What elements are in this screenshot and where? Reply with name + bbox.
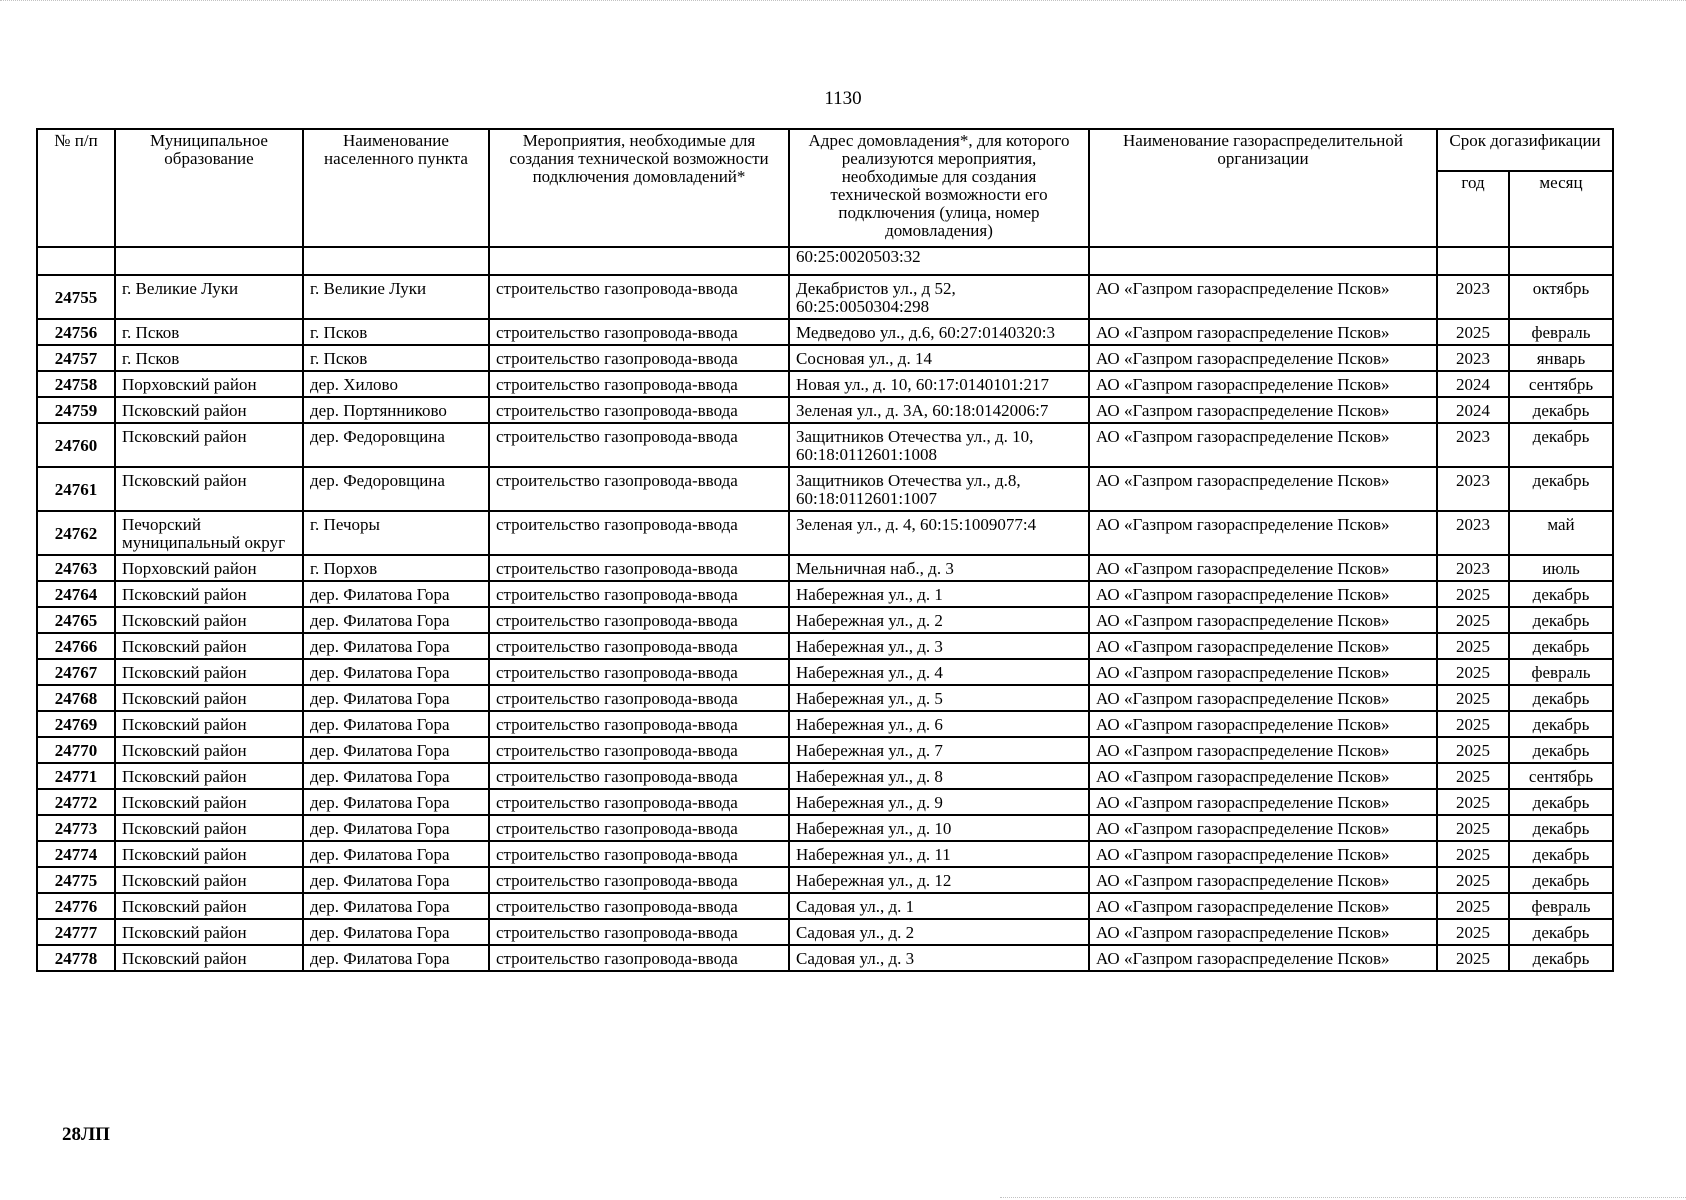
cell-org: АО «Газпром газораспределение Псков» [1089,659,1437,685]
cell-year: 2024 [1437,371,1509,397]
cell-year: 2023 [1437,423,1509,467]
cell-measures: строительство газопровода-ввода [489,397,789,423]
cell-locality: дер. Филатова Гора [303,841,489,867]
cell-locality: дер. Филатова Гора [303,685,489,711]
cell-year: 2025 [1437,737,1509,763]
cell-measures: строительство газопровода-ввода [489,659,789,685]
cell-municipality: Псковский район [115,841,303,867]
cell-address: Защитников Отечества ул., д.8, 60:18:0112601:1007 [789,467,1089,511]
cell-locality: г. Великие Луки [303,275,489,319]
cell-municipality: Псковский район [115,659,303,685]
cell-municipality: Псковский район [115,581,303,607]
cell-month: февраль [1509,893,1613,919]
cell-org: АО «Газпром газораспределение Псков» [1089,763,1437,789]
cell-municipality: Псковский район [115,737,303,763]
cell-address: Садовая ул., д. 3 [789,945,1089,971]
cell-municipality: Порховский район [115,555,303,581]
cell-num: 24759 [37,397,115,423]
cell-org: АО «Газпром газораспределение Псков» [1089,319,1437,345]
cell-num: 24776 [37,893,115,919]
cell-num: 24761 [37,467,115,511]
cell-municipality: Псковский район [115,633,303,659]
cell-year: 2025 [1437,685,1509,711]
cell-year: 2025 [1437,919,1509,945]
cell-month [1509,247,1613,275]
cell-measures: строительство газопровода-ввода [489,423,789,467]
cell-num: 24771 [37,763,115,789]
table-row [37,275,1613,319]
cell-year: 2025 [1437,319,1509,345]
cell-num: 24758 [37,371,115,397]
header-month: месяц [1509,171,1613,247]
table-body [37,247,1613,971]
cell-year: 2025 [1437,789,1509,815]
cell-year: 2023 [1437,511,1509,555]
cell-address: Зеленая ул., д. 3А, 60:18:0142006:7 [789,397,1089,423]
table-row [37,581,1613,607]
cell-org: АО «Газпром газораспределение Псков» [1089,607,1437,633]
cell-measures: строительство газопровода-ввода [489,893,789,919]
table-row [37,511,1613,555]
cell-locality: дер. Филатова Гора [303,919,489,945]
cell-locality: г. Порхов [303,555,489,581]
cell-num: 24773 [37,815,115,841]
cell-municipality: г. Псков [115,319,303,345]
cell-address: Набережная ул., д. 2 [789,607,1089,633]
cell-measures: строительство газопровода-ввода [489,319,789,345]
cell-month: декабрь [1509,867,1613,893]
cell-locality: дер. Филатова Гора [303,737,489,763]
cell-num: 24763 [37,555,115,581]
cell-address: Набережная ул., д. 10 [789,815,1089,841]
header-year: год [1437,171,1509,247]
cell-num: 24774 [37,841,115,867]
cell-measures: строительство газопровода-ввода [489,275,789,319]
cell-locality: дер. Федоровщина [303,467,489,511]
cell-org: АО «Газпром газораспределение Псков» [1089,275,1437,319]
cell-measures [489,247,789,275]
cell-month: декабрь [1509,581,1613,607]
cell-month: декабрь [1509,919,1613,945]
table-row [37,345,1613,371]
cell-municipality: Псковский район [115,815,303,841]
cell-locality: дер. Филатова Гора [303,659,489,685]
cell-address: Садовая ул., д. 2 [789,919,1089,945]
table-row [37,319,1613,345]
cell-municipality: Псковский район [115,423,303,467]
cell-address: Набережная ул., д. 3 [789,633,1089,659]
cell-org: АО «Газпром газораспределение Псков» [1089,633,1437,659]
cell-org: АО «Газпром газораспределение Псков» [1089,893,1437,919]
header-locality: Наименование населенного пункта [303,129,489,247]
cell-locality: дер. Филатова Гора [303,633,489,659]
cell-num: 24769 [37,711,115,737]
table-row [37,423,1613,467]
cell-num: 24770 [37,737,115,763]
footer-code: 28ЛП [62,1124,110,1145]
cell-municipality: Порховский район [115,371,303,397]
cell-address: Набережная ул., д. 8 [789,763,1089,789]
cell-month: декабрь [1509,737,1613,763]
cell-month: июль [1509,555,1613,581]
cell-year: 2023 [1437,345,1509,371]
cell-municipality: Псковский район [115,763,303,789]
cell-municipality: Псковский район [115,711,303,737]
cell-measures: строительство газопровода-ввода [489,945,789,971]
cell-locality: г. Печоры [303,511,489,555]
cell-month: декабрь [1509,633,1613,659]
cell-org: АО «Газпром газораспределение Псков» [1089,511,1437,555]
cell-address: Декабристов ул., д 52, 60:25:0050304:298 [789,275,1089,319]
cell-address: Мельничная наб., д. 3 [789,555,1089,581]
table-row [37,841,1613,867]
cell-month: декабрь [1509,945,1613,971]
cell-address: Медведово ул., д.6, 60:27:0140320:3 [789,319,1089,345]
cell-year: 2023 [1437,555,1509,581]
cell-municipality: Псковский район [115,685,303,711]
cell-org: АО «Газпром газораспределение Псков» [1089,685,1437,711]
cell-municipality: Псковский район [115,945,303,971]
cell-address: Набережная ул., д. 5 [789,685,1089,711]
cell-measures: строительство газопровода-ввода [489,737,789,763]
cell-address: Набережная ул., д. 12 [789,867,1089,893]
cell-month: декабрь [1509,423,1613,467]
table-row [37,867,1613,893]
cell-org: АО «Газпром газораспределение Псков» [1089,555,1437,581]
cell-measures: строительство газопровода-ввода [489,581,789,607]
cell-num: 24762 [37,511,115,555]
cell-measures: строительство газопровода-ввода [489,345,789,371]
cell-municipality [115,247,303,275]
cell-measures: строительство газопровода-ввода [489,815,789,841]
cell-municipality: Псковский район [115,607,303,633]
cell-org: АО «Газпром газораспределение Псков» [1089,945,1437,971]
cell-municipality: Псковский район [115,893,303,919]
cell-num: 24755 [37,275,115,319]
cell-year: 2025 [1437,711,1509,737]
cell-address: 60:25:0020503:32 [789,247,1089,275]
cell-locality: дер. Филатова Гора [303,945,489,971]
cell-org: АО «Газпром газораспределение Псков» [1089,867,1437,893]
cell-locality: дер. Филатова Гора [303,893,489,919]
table-row [37,711,1613,737]
cell-locality: дер. Хилово [303,371,489,397]
continuation-row [37,247,1613,275]
cell-year: 2025 [1437,763,1509,789]
cell-org: АО «Газпром газораспределение Псков» [1089,423,1437,467]
cell-month: декабрь [1509,711,1613,737]
cell-locality: дер. Филатова Гора [303,711,489,737]
cell-locality [303,247,489,275]
cell-month: декабрь [1509,607,1613,633]
cell-municipality: Псковский район [115,467,303,511]
cell-municipality: г. Великие Луки [115,275,303,319]
cell-num: 24764 [37,581,115,607]
cell-year: 2025 [1437,581,1509,607]
cell-locality: дер. Филатова Гора [303,607,489,633]
cell-municipality: г. Псков [115,345,303,371]
cell-address: Набережная ул., д. 11 [789,841,1089,867]
gasification-table [36,128,1614,972]
cell-locality: г. Псков [303,345,489,371]
header-term: Срок догазификации [1437,129,1613,171]
cell-num: 24765 [37,607,115,633]
cell-measures: строительство газопровода-ввода [489,711,789,737]
cell-org: АО «Газпром газораспределение Псков» [1089,737,1437,763]
cell-year: 2023 [1437,467,1509,511]
cell-month: октябрь [1509,275,1613,319]
cell-municipality: Печорский муниципальный округ [115,511,303,555]
cell-month: декабрь [1509,789,1613,815]
cell-month: январь [1509,345,1613,371]
cell-org: АО «Газпром газораспределение Псков» [1089,841,1437,867]
cell-month: декабрь [1509,467,1613,511]
cell-year: 2025 [1437,633,1509,659]
cell-org: АО «Газпром газораспределение Псков» [1089,919,1437,945]
cell-org: АО «Газпром газораспределение Псков» [1089,815,1437,841]
table-row [37,397,1613,423]
cell-org: АО «Газпром газораспределение Псков» [1089,371,1437,397]
cell-year: 2024 [1437,397,1509,423]
cell-month: сентябрь [1509,371,1613,397]
cell-org: АО «Газпром газораспределение Псков» [1089,397,1437,423]
cell-num: 24768 [37,685,115,711]
cell-num [37,247,115,275]
header-row [37,129,1613,171]
cell-month: май [1509,511,1613,555]
cell-municipality: Псковский район [115,919,303,945]
cell-measures: строительство газопровода-ввода [489,789,789,815]
cell-locality: дер. Филатова Гора [303,867,489,893]
cell-month: февраль [1509,319,1613,345]
table-row [37,737,1613,763]
cell-address: Набережная ул., д. 6 [789,711,1089,737]
table-row [37,919,1613,945]
cell-address: Защитников Отечества ул., д. 10, 60:18:0112601:1008 [789,423,1089,467]
cell-num: 24756 [37,319,115,345]
cell-locality: дер. Филатова Гора [303,581,489,607]
cell-org: АО «Газпром газораспределение Псков» [1089,581,1437,607]
table-row [37,371,1613,397]
table-row [37,467,1613,511]
cell-num: 24767 [37,659,115,685]
cell-num: 24757 [37,345,115,371]
cell-municipality: Псковский район [115,867,303,893]
cell-address: Набережная ул., д. 1 [789,581,1089,607]
cell-year: 2025 [1437,867,1509,893]
cell-month: сентябрь [1509,763,1613,789]
cell-measures: строительство газопровода-ввода [489,511,789,555]
cell-address: Зеленая ул., д. 4, 60:15:1009077:4 [789,511,1089,555]
cell-org: АО «Газпром газораспределение Псков» [1089,711,1437,737]
cell-locality: дер. Филатова Гора [303,815,489,841]
cell-month: декабрь [1509,815,1613,841]
scan-edge-top [0,0,1686,7]
cell-year: 2025 [1437,945,1509,971]
cell-org [1089,247,1437,275]
cell-measures: строительство газопровода-ввода [489,633,789,659]
cell-org: АО «Газпром газораспределение Псков» [1089,789,1437,815]
cell-address: Сосновая ул., д. 14 [789,345,1089,371]
cell-month: декабрь [1509,685,1613,711]
cell-month: декабрь [1509,397,1613,423]
header-num: № п/п [37,129,115,247]
cell-org: АО «Газпром газораспределение Псков» [1089,345,1437,371]
cell-measures: строительство газопровода-ввода [489,371,789,397]
table-row [37,633,1613,659]
table-row [37,659,1613,685]
header-org: Наименование газораспределительной организации [1089,129,1437,247]
table-row [37,789,1613,815]
header-municipality: Муниципальное образование [115,129,303,247]
cell-locality: дер. Портянниково [303,397,489,423]
cell-measures: строительство газопровода-ввода [489,467,789,511]
cell-num: 24778 [37,945,115,971]
cell-address: Новая ул., д. 10, 60:17:0140101:217 [789,371,1089,397]
cell-num: 24766 [37,633,115,659]
cell-locality: дер. Филатова Гора [303,789,489,815]
cell-address: Набережная ул., д. 9 [789,789,1089,815]
cell-month: февраль [1509,659,1613,685]
page-number: 1130 [824,88,862,109]
cell-measures: строительство газопровода-ввода [489,607,789,633]
table-row [37,555,1613,581]
cell-num: 24760 [37,423,115,467]
table-row [37,893,1613,919]
cell-year: 2025 [1437,893,1509,919]
table-row [37,945,1613,971]
cell-locality: дер. Федоровщина [303,423,489,467]
cell-year: 2025 [1437,607,1509,633]
cell-org: АО «Газпром газораспределение Псков» [1089,467,1437,511]
cell-measures: строительство газопровода-ввода [489,919,789,945]
cell-address: Садовая ул., д. 1 [789,893,1089,919]
cell-measures: строительство газопровода-ввода [489,841,789,867]
cell-municipality: Псковский район [115,789,303,815]
table-row [37,685,1613,711]
cell-address: Набережная ул., д. 7 [789,737,1089,763]
cell-num: 24775 [37,867,115,893]
cell-year: 2025 [1437,659,1509,685]
cell-measures: строительство газопровода-ввода [489,685,789,711]
cell-measures: строительство газопровода-ввода [489,867,789,893]
cell-measures: строительство газопровода-ввода [489,555,789,581]
cell-municipality: Псковский район [115,397,303,423]
cell-measures: строительство газопровода-ввода [489,763,789,789]
cell-num: 24777 [37,919,115,945]
cell-address: Набережная ул., д. 4 [789,659,1089,685]
cell-month: декабрь [1509,841,1613,867]
header-measures: Мероприятия, необходимые для создания технической возможности подключения домовладений* [489,129,789,247]
cell-year: 2025 [1437,815,1509,841]
cell-locality: г. Псков [303,319,489,345]
cell-num: 24772 [37,789,115,815]
cell-year: 2023 [1437,275,1509,319]
cell-year [1437,247,1509,275]
cell-locality: дер. Филатова Гора [303,763,489,789]
table-row [37,607,1613,633]
header-address: Адрес домовладения*, для которого реализуются мероприятия, необходимые для создания технической возможности его подключения (улица, номер домовладения) [789,129,1089,247]
table-row [37,815,1613,841]
cell-year: 2025 [1437,841,1509,867]
table-row [37,763,1613,789]
